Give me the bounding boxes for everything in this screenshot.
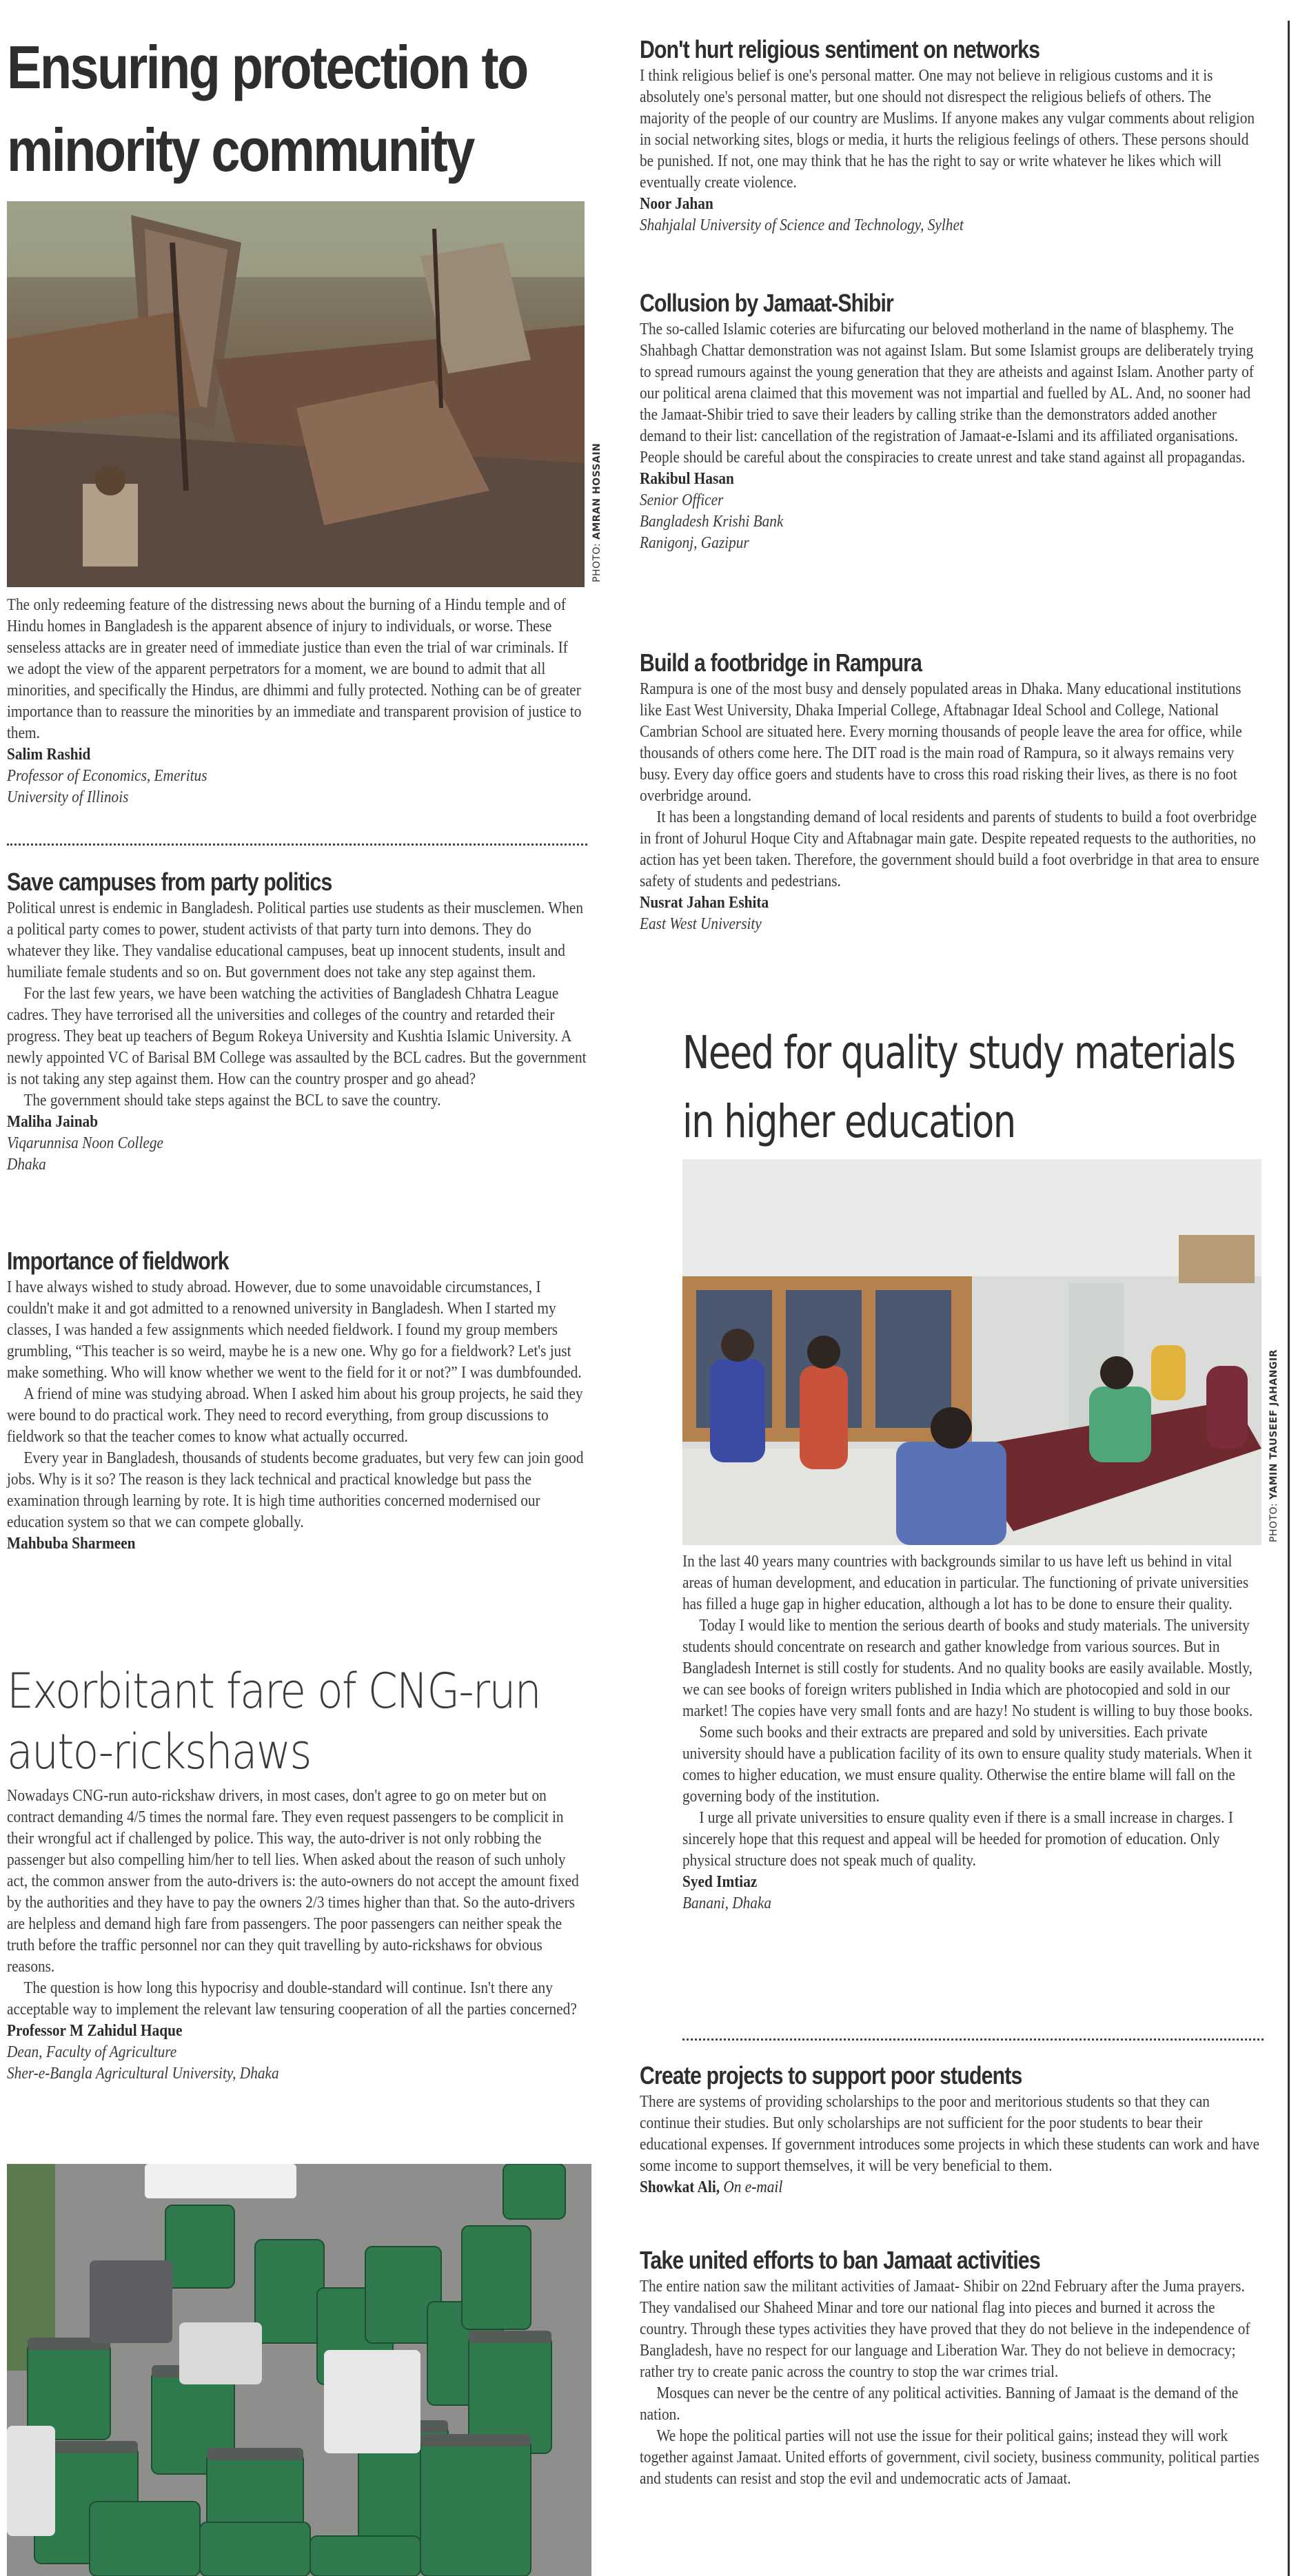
paragraph: Mosques can never be the centre of any political activities. Banning of Jamaat is the demand of the nation. — [640, 2384, 1239, 2424]
cng-headline — [7, 1661, 587, 1782]
library-students-image — [682, 1159, 1261, 1545]
author-name: Maliha Jainab — [7, 1112, 99, 1131]
paragraph: We hope the political parties will not use the issue for their political gains; instead they will work together against Jamaat. United efforts of government, civil society, business community, political parties and students can resist and stop the evil and undemocratic acts of Jamaat. — [640, 2426, 1259, 2488]
author-affiliation: Viqarunnisa Noon College — [7, 1134, 163, 1152]
author-name: Nusrat Jahan Eshita — [640, 893, 769, 912]
author-affiliation: East West University — [640, 914, 762, 933]
letter-importance-of-fieldwork — [7, 1246, 587, 1554]
paragraph: Political unrest is endemic in Bangladesh. Political parties use students as their musclemen. When a political party comes to power, student activists of that party turn into demons. They do whatever they like. They vandalise educational campuses, beat up innocent students, insult and humiliate female students and so on. But government does not take any step against them. — [7, 899, 584, 981]
letter-title: Don't hurt religious sentiment on networks — [640, 35, 1040, 63]
cng-traffic-photo — [7, 2164, 591, 2576]
study-headline-line-2: in higher education — [682, 1095, 1015, 1148]
credit-prefix: PHOTO: — [1268, 1500, 1279, 1542]
author-name: Showkat Ali, — [640, 2178, 720, 2196]
paragraph: The question is how long this hypocrisy and double-standard will continue. Isn't there any acceptable way to implement the relevant law tensuring cooperation of all the parties concerned? — [7, 1979, 577, 2018]
study-headline-line-1: Need for quality study materials — [682, 1026, 1235, 1079]
author-affiliation: Dhaka — [7, 1155, 46, 1174]
letter-collusion-jamaat-shibir — [640, 288, 1264, 553]
author-note: On e-mail — [723, 2178, 783, 2196]
burnt-homes-photo — [7, 201, 585, 587]
lead-article-body — [7, 594, 587, 808]
lead-photo-credit — [591, 443, 602, 582]
author-name: Syed Imtiaz — [682, 1872, 758, 1891]
author-affiliation: Dean, Faculty of Agriculture — [7, 2043, 177, 2061]
letter-title: Create projects to support poor students — [640, 2061, 1022, 2089]
paragraph: The so-called Islamic coteries are bifurcating our beloved motherland in the name of blasphemy. The Shahbagh Chattar demonstration was not against Islam. But some Islamist groups are deliberately trying to spread rumours against the young generation that they are atheists and against Islam. Another party of our political arena claimed that this movement was not impartial and fuelled by AL. And, no sooner had the Jamaat-Shibir tried to save their leaders by calling strike than the demonstrators added another demand to their list: cancellation of the registration of Jamaat-e-Islami and its affiliated organisations. People should be careful about the conspiracies to create unrest and take stand against all propagandas. — [640, 320, 1254, 467]
author-affiliation: Shahjalal University of Science and Technology, Sylhet — [640, 216, 964, 234]
letter-title: Take united efforts to ban Jamaat activities — [640, 2246, 1040, 2274]
paragraph: The government should take steps against the BCL to save the country. — [23, 1091, 441, 1110]
author-name: Mahbuba Sharmeen — [7, 1534, 136, 1553]
author-name: Professor M Zahidul Haque — [7, 2021, 183, 2040]
paragraph: For the last few years, we have been watching the activities of Bangladesh Chhatra League cadres. They have terrorised all the universities and colleges of the country and retarded their progress. They beat up teachers of Begum Rokeya University and Kushtia Islamic University. A newly appointed VC of Barisal BM College was assaulted by the BCL cadres. But the government is not taking any step against them. How can the country prosper and go ahead? — [7, 984, 587, 1088]
column-rule — [1288, 21, 1290, 2576]
paragraph: I think religious belief is one's personal matter. One may not believe in religious customs and it is absolutely one's personal matter, but one should not disrespect the religious beliefs of others. The majority of the people of our country are Muslims. If anyone makes any vulgar comments about religion in social networking sites, blogs or media, it hurts the religious feelings of others. These persons should be punished. If not, one may think that he has the right to say or write whatever he likes which will eventually create violence. — [640, 66, 1255, 192]
letter-religious-sentiment — [640, 34, 1264, 236]
author-name: Noor Jahan — [640, 194, 713, 213]
author-affiliation: Ranigonj, Gazipur — [640, 533, 749, 552]
paragraph: I urge all private universities to ensure quality even if there is a small increase in charges. I sincerely hope that this request and appeal will be heeded for promotion of education. Only physical structure does not speak much of quality. — [682, 1808, 1233, 1870]
paragraph: I have always wished to study abroad. However, due to some unavoidable circumstances, I couldn't make it and got admitted to a renowned university in Bangladesh. When I started my classes, I was handed a few assignments which needed fieldwork. I found my group members grumbling, “This teacher is so weird, maybe he is a new one. Why go for a fieldwork? Let's just make something. Who will know whether we went to the field for it or not?” I was dumbfounded. — [7, 1278, 582, 1382]
letter-footbridge-rampura — [640, 648, 1264, 934]
study-article-body — [682, 1551, 1264, 1914]
letter-title: Collusion by Jamaat-Shibir — [640, 289, 893, 317]
cng-headline-line-2: auto-rickshaws — [7, 1724, 311, 1780]
paragraph: The only redeeming feature of the distressing news about the burning of a Hindu temple and of Hindu homes in Bangladesh is the apparent absence of injury to individuals, or worse. These senseless attacks are in greater need of immediate justice than even the trial of war criminals. If we adopt the view of the apparent perpetrators for a moment, we are bound to admit that all minorities, and specifically the Hindus, are dhimmi and fully protected. Nothing can be of greater importance than to reassure the minorities by an immediate and transparent provision of justice to them. — [7, 595, 582, 742]
paragraph: There are systems of providing scholarships to the poor and meritorious students so that they can continue their studies. But only scholarships are not sufficient for the poor students to bear their educational expenses. If government introduces some projects in which these students can work and have some income to support themselves, it will be very beneficial to them. — [640, 2092, 1260, 2175]
lead-headline — [7, 26, 612, 192]
author-affiliation: Senior Officer — [640, 491, 724, 509]
credit-prefix: PHOTO: — [591, 540, 602, 582]
letter-title: Save campuses from party politics — [7, 868, 332, 896]
letter-title: Build a footbridge in Rampura — [640, 648, 922, 677]
lead-headline-line-2: minority community — [7, 116, 474, 184]
cng-headline-line-1: Exorbitant fare of CNG-run — [7, 1663, 540, 1719]
paragraph: Today I would like to mention the serious dearth of books and study materials. The university students should concentrate on research and gather knowledge from various sources. But in Bangladesh Internet is still costly for students. And no quality books are easily available. Mostly, we can see books of foreign writers published in India which are photocopied and sold in our market! The copies have very small fonts and are hazy! No student is willing to buy those books. — [682, 1616, 1253, 1720]
author-affiliation: Professor of Economics, Emeritus — [7, 766, 207, 785]
section-divider — [7, 844, 587, 846]
cng-article-body — [7, 1785, 587, 2084]
lead-headline-line-1: Ensuring protection to — [7, 33, 527, 101]
paragraph: Some such books and their extracts are prepared and sold by universities. Each private university should have a publication facility of its own to ensure quality study materials. When it comes to higher education, we must ensure quality. Otherwise the entire blame will fall on the governing body of the institution. — [682, 1723, 1252, 1806]
section-divider — [682, 2038, 1264, 2041]
burnt-homes-image — [7, 201, 585, 587]
author-line — [640, 2176, 1182, 2198]
credit-name: YAMIN TAUSEEF JAHANGIR — [1268, 1349, 1279, 1500]
author-affiliation: Bangladesh Krishi Bank — [640, 512, 784, 531]
study-photo-credit — [1268, 1349, 1279, 1542]
letter-support-poor-students — [640, 2061, 1264, 2198]
paragraph: The entire nation saw the militant activities of Jamaat- Shibir on 22nd February after the Juma prayers. They vandalised our Shaheed Minar and tore our national flag into pieces and burned it across the country. Through these types activities they have proved that they do not believe in the independence of Bangladesh, have no respect for our language and Liberation War. They do not believe in democracy; rather try to create panic across the country to stop the war crimes trial. — [640, 2277, 1250, 2381]
author-affiliation: University of Illinois — [7, 788, 129, 806]
author-affiliation: Sher-e-Bangla Agricultural University, Dhaka — [7, 2064, 279, 2083]
letter-title: Importance of fieldwork — [7, 1247, 229, 1275]
library-students-photo — [682, 1159, 1261, 1545]
author-name: Salim Rashid — [7, 745, 91, 764]
author-affiliation: Banani, Dhaka — [682, 1894, 772, 1912]
cng-traffic-image — [7, 2164, 591, 2576]
paragraph: Rampura is one of the most busy and densely populated areas in Dhaka. Many educational institutions like East West University, Dhaka Imperial College, Aftabnagar Ideal School and College, National Cambrian School are situated here. Every morning thousands of people leave the area for office, while thousands of others come here. The DIT road is the main road of Rampura, so it always remains very busy. Every day office goers and students have to cross this road risking their lives, as there is no foot overbridge around. — [640, 679, 1242, 805]
paragraph: Nowadays CNG-run auto-rickshaw drivers, in most cases, don't agree to go on meter but on contract demanding 4/5 times the normal fare. They even request passengers to be complicit in their wrongful act if challenged by police. This way, the auto-driver is not only robbing the passenger but also compelling him/her to tell lies. When asked about the reason of such unholy act, the common answer from the auto-drivers is: the auto-owners do not accept the amount fixed by the authorities and they have to pay the owners 2/3 times higher than that. So the auto-drivers are helpless and demand high fare from passengers. The poor passengers can neither speak the truth before the traffic personnel nor can they quit travelling by auto-rickshaws for obvious reasons. — [7, 1786, 579, 1976]
author-name: Rakibul Hasan — [640, 469, 734, 488]
paragraph: In the last 40 years many countries with backgrounds similar to us have left us behind in vital areas of human development, and education in particular. The functioning of private universities has filled a huge gap in higher education, although a lot has to be done to ensure their quality. — [682, 1552, 1249, 1613]
paragraph: Every year in Bangladesh, thousands of students become graduates, but very few can join good jobs. Why is it so? The reason is they lack technical and practical knowledge but pass the examination through learning by rote. It is high time authorities concerned modernised our education system so that we can compete globally. — [7, 1449, 584, 1531]
credit-name: AMRAN HOSSAIN — [591, 442, 602, 540]
paragraph: A friend of mine was studying abroad. When I asked him about his group projects, he said they were bound to do practical work. They need to record everything, from group discussions to fieldwork so that the teacher comes to know what actually occurred. — [7, 1384, 583, 1446]
paragraph: It has been a longstanding demand of local residents and parents of students to build a foot overbridge in front of Johurul Hoque City and Aftabnagar main gate. Despite repeated requests to the authorities, no action has yet been taken. Therefore, the government should build a foot overbridge in that area to ensure safety of students and pedestrians. — [640, 808, 1259, 890]
study-headline — [682, 1019, 1264, 1156]
letter-save-campuses — [7, 867, 587, 1175]
letter-ban-jamaat — [640, 2245, 1264, 2489]
